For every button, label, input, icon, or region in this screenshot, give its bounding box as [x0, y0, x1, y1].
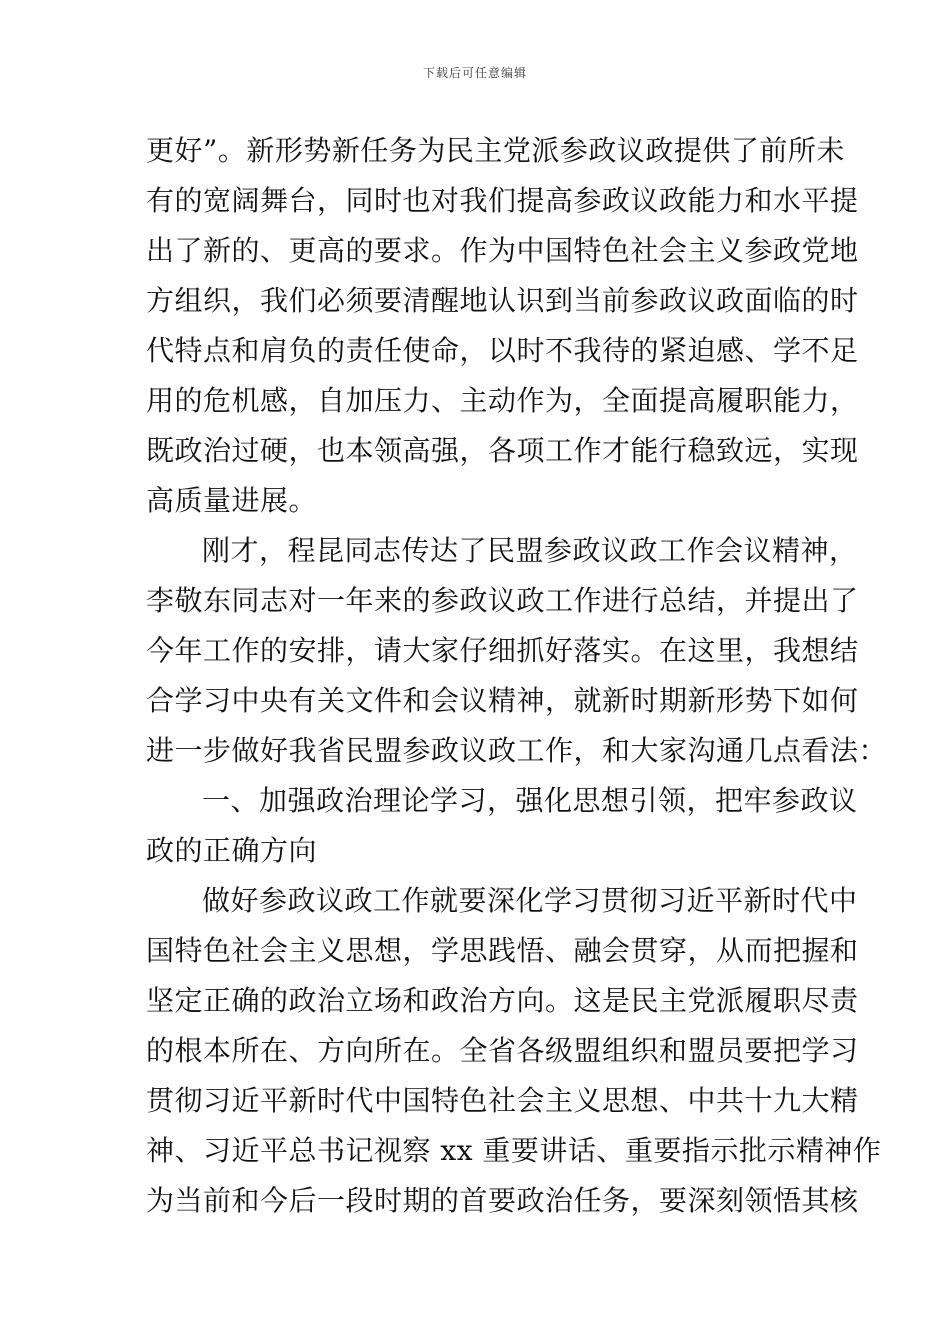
section-heading-line: 一、加强政治理论学习，强化思想引领，把牢参政议: [202, 784, 858, 817]
text-line: 代特点和肩负的责任使命，以时不我待的紧迫感、学不足: [146, 334, 859, 367]
text-line: 贯彻习近平新时代中国特色社会主义思想、中共十九大精: [146, 1084, 859, 1117]
text-line: 既政治过硬，也本领高强，各项工作才能行稳致远，实现: [146, 434, 859, 467]
text-line: 李敬东同志对一年来的参政议政工作进行总结，并提出了: [146, 584, 859, 617]
text-line: 神、习近平总书记视察 xx 重要讲话、重要指示批示精神作: [146, 1134, 882, 1167]
text-line: 出了新的、更高的要求。作为中国特色社会主义参政党地: [146, 234, 859, 267]
text-line: 合学习中央有关文件和会议精神，就新时期新形势下如何: [146, 684, 859, 717]
text-line: 坚定正确的政治立场和政治方向。这是民主党派履职尽责: [146, 984, 859, 1017]
document-body: [146, 126, 888, 1226]
text-line: 的根本所在、方向所在。全省各级盟组织和盟员要把学习: [146, 1034, 859, 1067]
text-line: 方组织，我们必须要清醒地认识到当前参政议政面临的时: [146, 284, 859, 317]
page-header: 下载后可任意编辑: [422, 66, 527, 80]
paragraph-start-line: 做好参政议政工作就要深化学习贯彻习近平新时代中: [202, 884, 858, 917]
text-line: 进一步做好我省民盟参政议政工作，和大家沟通几点看法：: [146, 734, 888, 767]
text-line: 国特色社会主义思想，学思践悟、融会贯穿，从而把握和: [146, 934, 859, 967]
section-heading-line: 政的正确方向: [146, 834, 318, 867]
text-line: 用的危机感，自加压力、主动作为，全面提高履职能力，: [146, 384, 859, 417]
text-line: 高质量进展。: [146, 484, 318, 517]
text-line: 有的宽阔舞台，同时也对我们提高参政议政能力和水平提: [146, 184, 859, 217]
paragraph-start-line: 刚才，程昆同志传达了民盟参政议政工作会议精神，: [202, 534, 858, 567]
text-line: 为当前和今后一段时期的首要政治任务，要深刻领悟其核: [146, 1184, 859, 1217]
text-line: 今年工作的安排，请大家仔细抓好落实。在这里，我想结: [146, 634, 859, 667]
text-line: 更好”。新形势新任务为民主党派参政议政提供了前所未: [146, 134, 845, 167]
